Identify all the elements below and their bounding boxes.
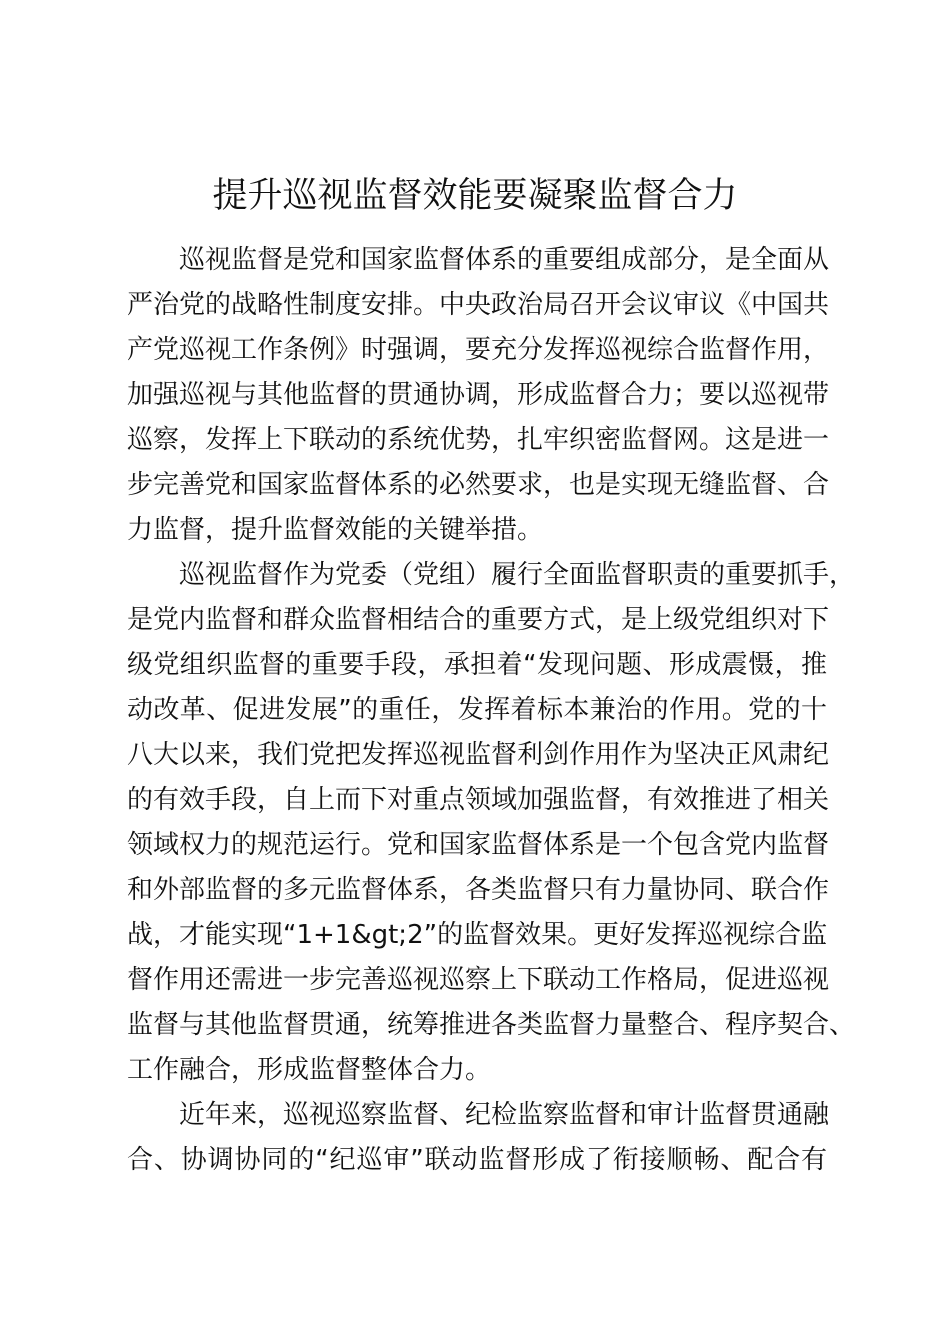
- paragraph-line: 动改革、促进发展”的重任，发挥着标本兼治的作用。党的十: [127, 695, 827, 725]
- paragraph-line: 加强巡视与其他监督的贯通协调，形成监督合力；要以巡视带: [127, 380, 830, 410]
- paragraph-line: 和外部监督的多元监督体系，各类监督只有力量协同、联合作: [127, 875, 830, 905]
- paragraph-line: 巡察，发挥上下联动的系统优势，扎牢织密监督网。这是进一: [127, 425, 830, 455]
- paragraph-line: 严治党的战略性制度安排。中央政治局召开会议审议《中国共: [127, 290, 830, 320]
- paragraph-line: 领域权力的规范运行。党和国家监督体系是一个包含党内监督: [127, 830, 830, 860]
- paragraph-line: 近年来，巡视巡察监督、纪检监察监督和审计监督贯通融: [179, 1100, 830, 1130]
- paragraph-1: [127, 238, 830, 553]
- paragraph-line: 是党内监督和群众监督相结合的重要方式，是上级党组织对下: [127, 605, 830, 635]
- paragraph-line: 产党巡视工作条例》时强调，要充分发挥巡视综合监督作用，: [127, 335, 830, 365]
- paragraph-line: 工作融合，形成监督整体合力。: [127, 1055, 492, 1085]
- paragraph-line: 巡视监督是党和国家监督体系的重要组成部分，是全面从: [179, 245, 830, 275]
- paragraph-line: 八大以来，我们党把发挥巡视监督利剑作用作为坚决正风肃纪: [127, 740, 830, 770]
- paragraph-line: 巡视监督作为党委（党组）履行全面监督职责的重要抓手，: [179, 560, 856, 590]
- paragraph-3: [127, 1093, 830, 1183]
- paragraph-line: 力监督，提升监督效能的关键举措。: [127, 515, 544, 545]
- paragraph-line: 级党组织监督的重要手段，承担着“发现问题、形成震慑，推: [127, 650, 827, 680]
- document-body: [127, 238, 856, 1183]
- paragraph-line: 督作用还需进一步完善巡视巡察上下联动工作格局，促进巡视: [127, 965, 830, 995]
- paragraph-line: 合、协调协同的“纪巡审”联动监督形成了衔接顺畅、配合有: [127, 1145, 827, 1175]
- paragraph-2: [127, 553, 856, 1093]
- document-title: 提升巡视监督效能要凝聚监督合力: [212, 176, 738, 216]
- paragraph-line: 的有效手段，自上而下对重点领域加强监督，有效推进了相关: [127, 785, 830, 815]
- paragraph-line: 步完善党和国家监督体系的必然要求，也是实现无缝监督、合: [127, 470, 830, 500]
- paragraph-line: 监督与其他监督贯通，统筹推进各类监督力量整合、程序契合、: [127, 1010, 856, 1040]
- paragraph-line: 战，才能实现“1+1&gt;2”的监督效果。更好发挥巡视综合监: [127, 920, 828, 950]
